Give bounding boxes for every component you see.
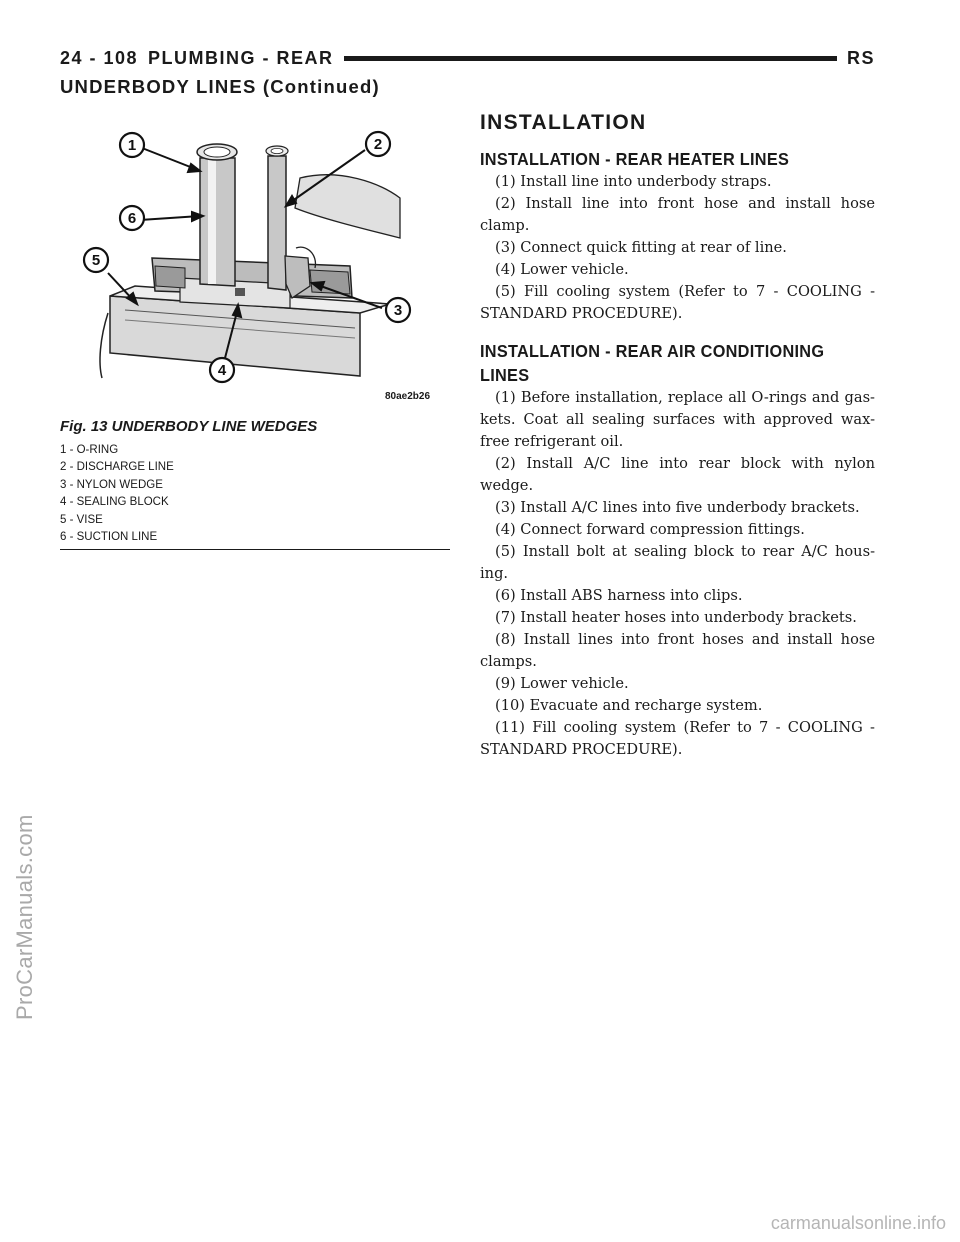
page-header [60, 46, 875, 74]
callout-6: 6 [127, 210, 137, 227]
page-number: 24 - 108 [60, 46, 152, 70]
callout-1: 1 [127, 137, 137, 154]
figure-divider [60, 549, 450, 550]
figure-legend [60, 442, 174, 546]
section-continued-title: UNDERBODY LINES (Continued) [60, 76, 380, 97]
heater-step: (3) Connect quick fitting at rear of line. [495, 239, 787, 256]
ac-step: (3) Install A/C lines into five underbody brackets. [495, 499, 860, 516]
legend-item: 1 - O-RING [60, 444, 119, 456]
figure-code: 80ae2b26 [385, 391, 431, 402]
ac-step: (7) Install heater hoses into underbody brackets. [495, 609, 857, 626]
legend-item: 3 - NYLON WEDGE [60, 478, 163, 491]
ac-step: (8) Install lines into front hoses and install hose clamps. [480, 631, 875, 670]
ac-step: (6) Install ABS harness into clips. [495, 587, 743, 604]
footer-watermark: carmanualsonline.info [770, 1213, 946, 1233]
heater-step: (4) Lower vehicle. [495, 261, 629, 278]
callout-4: 4 [217, 362, 227, 379]
ac-step: (9) Lower vehicle. [495, 675, 629, 692]
ac-lines-heading-line1: INSTALLATION - REAR AIR CONDITIONING [480, 341, 825, 361]
installation-heading: INSTALLATION [480, 111, 647, 134]
legend-item: 5 - VISE [60, 513, 103, 526]
underbody-line-wedges-illustration [60, 108, 450, 408]
heater-step: (1) Install line into underbody straps. [495, 173, 772, 190]
side-watermark: ProCarManuals.com [12, 814, 37, 1020]
callout-3: 3 [393, 302, 403, 319]
header-model-code: RS [837, 46, 875, 70]
heater-step: (5) Fill cooling system (Refer to 7 - COOLING - STANDARD PROCEDURE). [480, 283, 875, 322]
figure-caption: Fig. 13 UNDERBODY LINE WEDGES [60, 418, 318, 435]
ac-step: (2) Install A/C line into rear block with nylon wedge. [480, 455, 875, 494]
legend-item: 2 - DISCHARGE LINE [60, 461, 174, 474]
heater-lines-heading: INSTALLATION - REAR HEATER LINES [480, 149, 790, 169]
ac-step: (10) Evacuate and recharge system. [495, 697, 763, 714]
heater-step: (2) Install line into front hose and install hose clamp. [480, 195, 875, 234]
legend-item: 4 - SEALING BLOCK [60, 496, 169, 509]
header-title: PLUMBING - REAR [148, 46, 344, 70]
ac-step: (4) Connect forward compression fittings. [495, 521, 805, 538]
legend-item: 6 - SUCTION LINE [60, 531, 158, 544]
callout-5: 5 [91, 252, 101, 269]
installation-column [480, 108, 875, 761]
ac-lines-heading-line2: LINES [480, 365, 530, 385]
ac-step: (1) Before installation, replace all O-rings and gas-kets. Coat all sealing surfaces with approved wax-free refrigerant oil. [480, 389, 875, 450]
figure-13 [60, 108, 450, 548]
callout-2: 2 [373, 136, 383, 153]
ac-step: (11) Fill cooling system (Refer to 7 - COOLING - STANDARD PROCEDURE). [480, 719, 875, 758]
ac-step: (5) Install bolt at sealing block to rear A/C hous-ing. [480, 543, 875, 582]
